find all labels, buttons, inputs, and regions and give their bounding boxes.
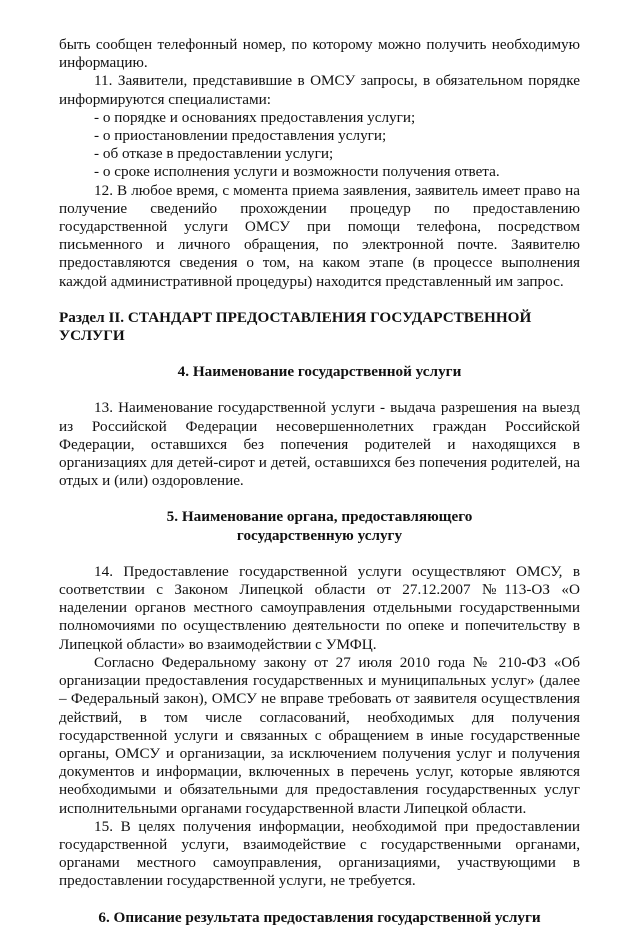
spacer: [59, 490, 580, 508]
section-title: Раздел II. СТАНДАРТ ПРЕДОСТАВЛЕНИЯ ГОСУДАРСТВЕННОЙ УСЛУГИ: [59, 308, 532, 345]
paragraph-13: 13. Наименование государственной услуги - выдача разрешения на выезд из Российской Федерации несовершеннолетних граждан Российской Федерации, оставшихся без попечения родителей и находящихся в организациях для детей-сирот и детей, оставшихся без попечения родителей, на отдых и (или) оздоровление.: [59, 399, 580, 490]
list-item: - об отказе в предоставлении услуги;: [94, 145, 334, 163]
list-item: - о приостановлении предоставления услуги;: [94, 127, 387, 145]
paragraph-continuation: быть сообщен телефонный номер, по которому можно получить необходимую информацию.: [59, 36, 580, 72]
heading-5-line-2: государственную услугу: [236, 526, 403, 544]
heading-6: 6. Описание результата предоставления государственной услуги: [98, 908, 541, 926]
paragraph-12: 12. В любое время, с момента приема заявления, заявитель имеет право на получение сведенийо прохождении процедур по предоставлению государственной услуги ОМСУ при помощи телефона, посредством письменного и личного обращения, по электронной почте. Заявителю предоставляются сведения о том, на каком этапе (в процессе выполнения каждой административной процедуры) находится представленный им запрос.: [59, 181, 580, 290]
list-item: - о сроке исполнения услуги и возможности получения ответа.: [94, 163, 500, 181]
document-page: [59, 36, 580, 927]
list-item: - о порядке и основаниях предоставления услуги;: [94, 108, 416, 126]
spacer: [59, 545, 580, 563]
heading-5-line-1: 5. Наименование органа, предоставляющего: [166, 508, 473, 526]
heading-5: [59, 508, 580, 544]
paragraph-11: 11. Заявители, представившие в ОМСУ запросы, в обязательном порядке информируются специалистами:: [59, 72, 580, 108]
paragraph-14: 14. Предоставление государственной услуги осуществляют ОМСУ, в соответствии с Законом Липецкой области от 27.12.2007 №113-ОЗ «О наделении органов местного самоуправления отдельными государственными полномочиями по осуществлению деятельности по опеке и попечительству в Липецкой области» во взаимодействии с УМФЦ.: [59, 562, 580, 653]
paragraph-14-continued: Согласно Федеральному закону от 27 июля 2010 года № 210-ФЗ «Об организации предоставления государственных и муниципальных услуг» (далее – Федеральный закон), ОМСУ не вправе требовать от заявителя осуществления действий, в том числе согласований, необходимых для получения государственной услуги и связанных с обращением в иные государственные органы, ОМСУ и организации, за исключением получения услуг и получения документов и информации, включенных в перечень услуг, которые являются необходимыми и обязательными для предоставления государственных услуг исполнительными органами государственной власти Липецкой области.: [59, 653, 580, 817]
paragraph-15: 15. В целях получения информации, необходимой при предоставлении государственной услуги, взаимодействие с государственными органами, органами местного самоуправления, организациями, участвующими в предоставлении государственной услуги, не требуется.: [59, 817, 580, 890]
heading-4: 4. Наименование государственной услуги: [177, 363, 462, 381]
spacer: [59, 891, 580, 909]
